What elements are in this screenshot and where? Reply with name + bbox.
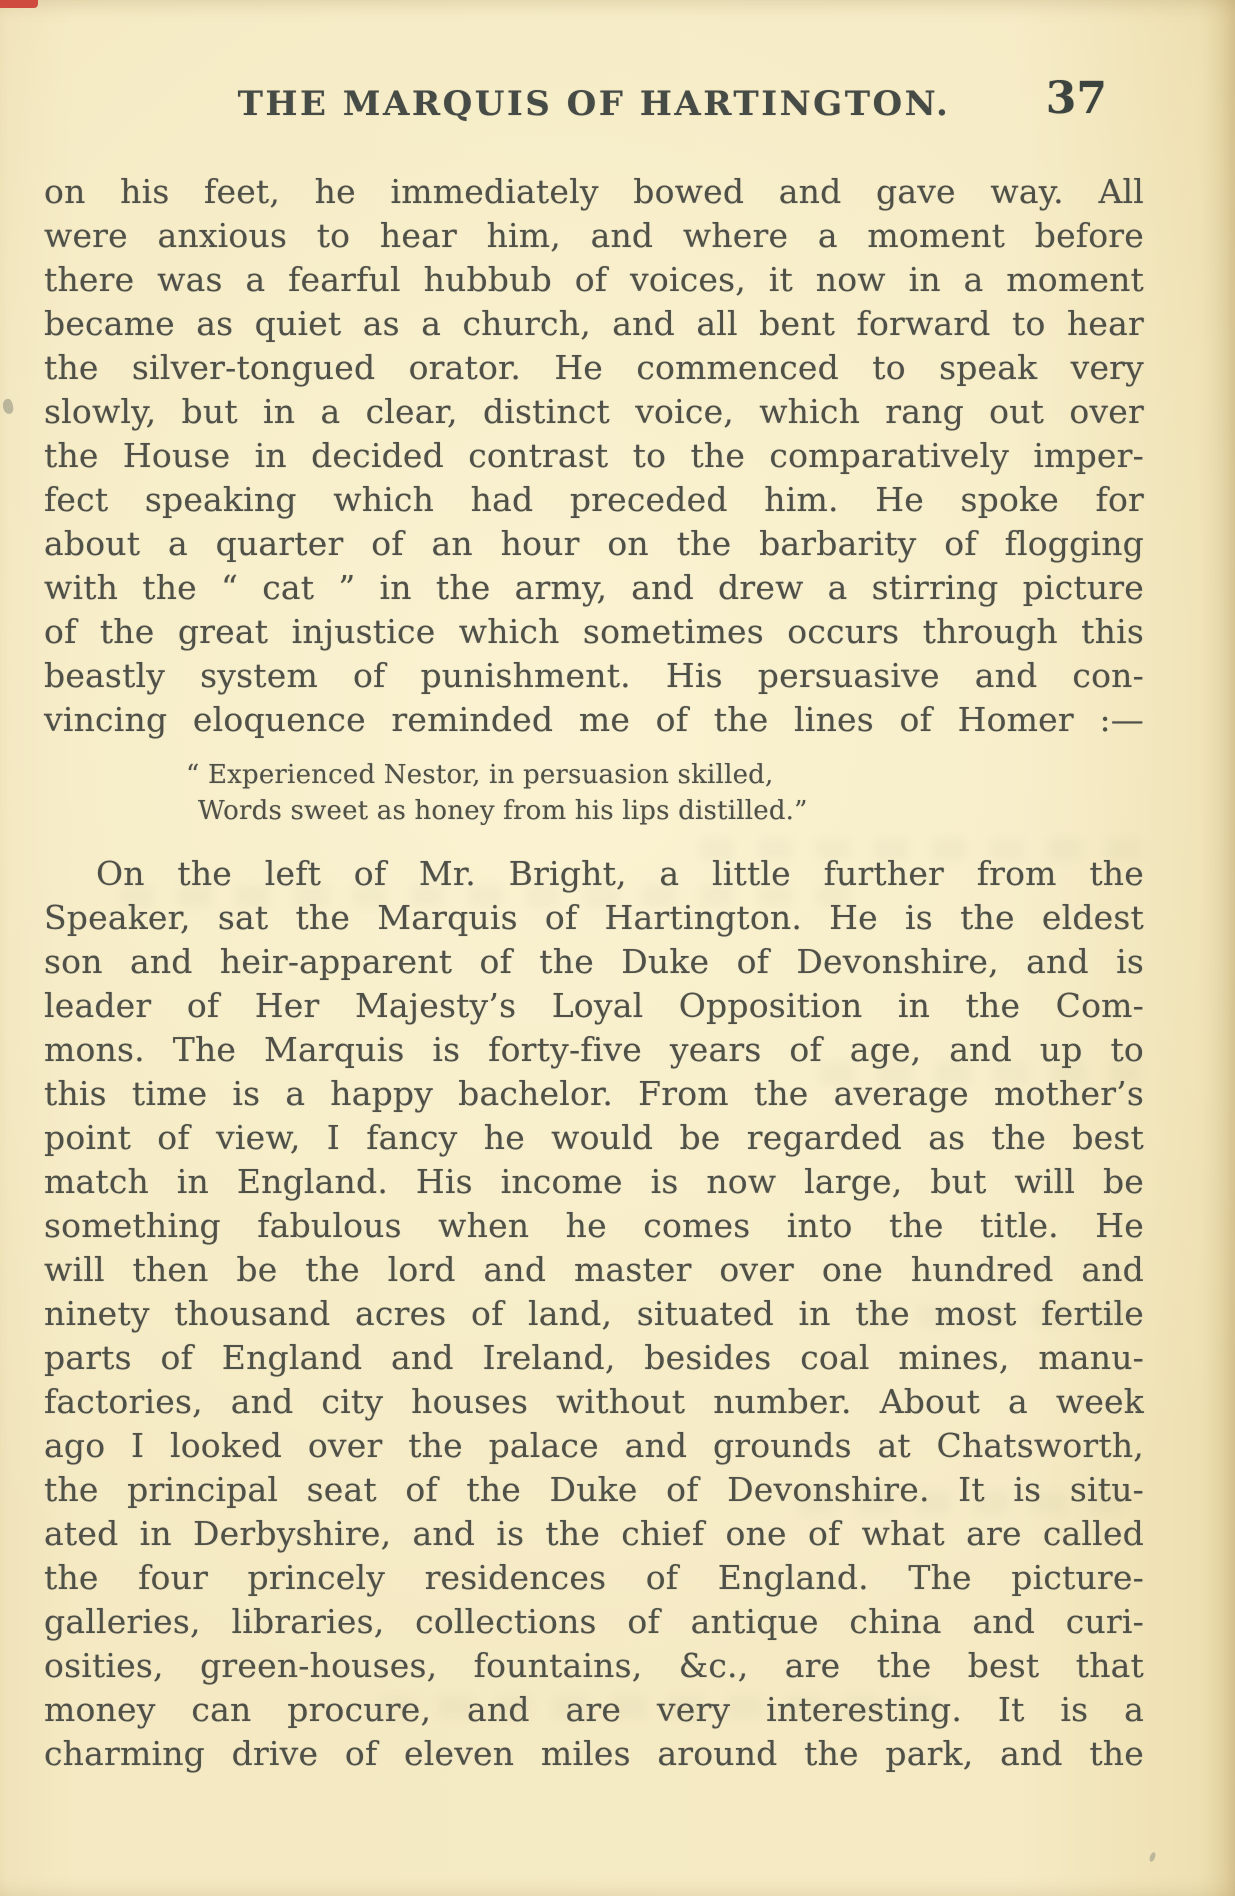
text-line: fect speaking which had preceded him. He spoke for [44, 480, 1144, 519]
text-line: slowly, but in a clear, distinct voice, which rang out over [44, 392, 1144, 431]
text-line: beastly system of punishment. His persuasive and con- [44, 656, 1144, 695]
text-line: “ Experienced Nestor, in persuasion skilled, [186, 760, 774, 790]
text-line: match in England. His income is now large, but will be [44, 1162, 1144, 1201]
text-line: charming drive of eleven miles around the park, and the [44, 1734, 1144, 1773]
text-line: became as quiet as a church, and all bent forward to hear [44, 304, 1144, 343]
text-line: ated in Derbyshire, and is the chief one of what are called [44, 1514, 1144, 1553]
text-line: parts of England and Ireland, besides coal mines, manu- [44, 1338, 1144, 1377]
text-line: galleries, libraries, collections of antique china and curi- [44, 1602, 1144, 1641]
text-line: On the left of Mr. Bright, a little further from the [96, 854, 1144, 893]
text-line: mons. The Marquis is forty-five years of age, and up to [44, 1030, 1144, 1069]
text-line: the silver-tongued orator. He commenced to speak very [44, 348, 1144, 387]
text-line: the House in decided contrast to the comparatively imper- [44, 436, 1144, 475]
running-header-title: THE MARQUIS OF HARTINGTON. [237, 84, 951, 124]
text-line: Words sweet as honey from his lips distilled.” [198, 796, 808, 826]
text-line: ago I looked over the palace and grounds at Chatsworth, [44, 1426, 1144, 1465]
text-line: something fabulous when he comes into the title. He [44, 1206, 1144, 1245]
text-line: vincing eloquence reminded me of the lines of Homer :— [44, 700, 1144, 739]
text-line: the four princely residences of England. The picture- [44, 1558, 1144, 1597]
text-line: of the great injustice which sometimes occurs through this [44, 612, 1144, 651]
text-line: about a quarter of an hour on the barbarity of flogging [44, 524, 1144, 563]
text-line: there was a fearful hubbub of voices, it now in a moment [44, 260, 1144, 299]
text-line: point of view, I fancy he would be regarded as the best [44, 1118, 1144, 1157]
paragraph-speech [44, 170, 1144, 742]
paragraph-hartington [44, 852, 1144, 1776]
text-line: son and heir-apparent of the Duke of Devonshire, and is [44, 942, 1144, 981]
text-line: factories, and city houses without number. About a week [44, 1382, 1144, 1421]
page-number: 37 [1045, 73, 1107, 124]
text-line: will then be the lord and master over one hundred and [44, 1250, 1144, 1289]
text-line: were anxious to hear him, and where a moment before [44, 216, 1144, 255]
text-line: on his feet, he immediately bowed and gave way. All [44, 172, 1144, 211]
text-line: money can procure, and are very interesting. It is a [44, 1690, 1144, 1729]
text-line: ninety thousand acres of land, situated in the most fertile [44, 1294, 1144, 1333]
verse-quotation [44, 757, 1144, 829]
text-line: Speaker, sat the Marquis of Hartington. He is the eldest [44, 898, 1144, 937]
text-line: osities, green-houses, fountains, &c., are the best that [44, 1646, 1144, 1685]
text-line: this time is a happy bachelor. From the average mother’s [44, 1074, 1144, 1113]
text-line: leader of Her Majesty’s Loyal Opposition in the Com- [44, 986, 1144, 1025]
text-line: the principal seat of the Duke of Devonshire. It is situ- [44, 1470, 1144, 1509]
text-line: with the “ cat ” in the army, and drew a stirring picture [44, 568, 1144, 607]
